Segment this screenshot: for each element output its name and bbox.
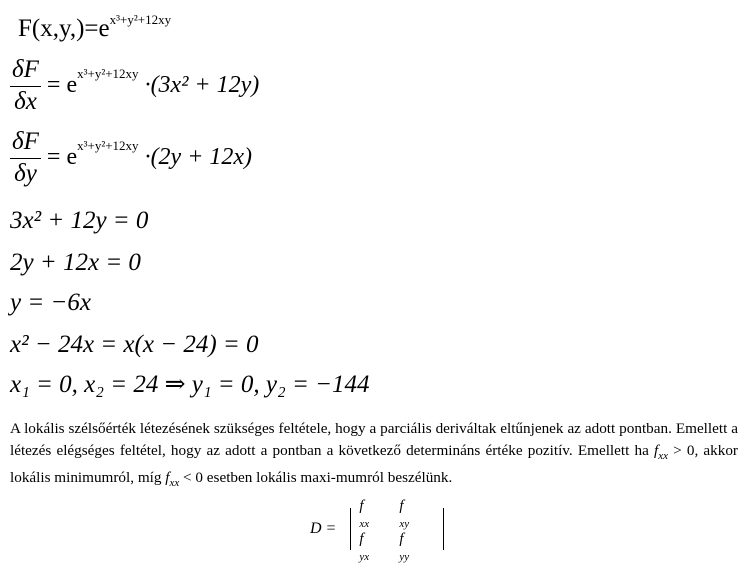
determinant-label: D =: [310, 520, 337, 537]
dfdx-denominator: δx: [14, 87, 37, 115]
fxx-subscript-2: xx: [169, 477, 180, 490]
matrix-fxy: [399, 498, 435, 530]
dfdx-numerator: δF: [10, 56, 41, 87]
equation-3: y = −6x: [10, 289, 91, 316]
dfdy-denominator: δy: [14, 159, 37, 187]
paragraph-part-1: A lokális szélsőérték létezésének szükséges feltétele, hogy a parciális deriváltak eltűnjenek az adott pontban. Emellett a létezés elégséges feltétel, hogy az adott a pontban a következő determináns értéke pozitív. Emellett ha: [10, 420, 738, 459]
matrix-fyx: [359, 531, 399, 563]
matrix-fyy: [399, 531, 435, 563]
dfdy-rhs-post: ·(2y + 12x): [144, 144, 253, 170]
matrix-fyy-f: f: [399, 531, 404, 547]
equation-1: 3x² + 12y = 0: [10, 207, 149, 234]
equation-4: x² − 24x = x(x − 24) = 0: [10, 331, 259, 358]
fxx-subscript-1: xx: [658, 450, 668, 463]
determinant-matrix: [359, 498, 435, 563]
fxx-symbol-2: f: [165, 469, 170, 487]
function-exponent: x³+y²+12xy: [109, 12, 172, 27]
dfdy-rhs-pre: = e: [46, 144, 78, 170]
fxx-symbol-1: f: [653, 442, 659, 459]
matrix-fxx-f: f: [359, 498, 364, 514]
hessian-determinant: [310, 498, 452, 563]
dfdx-rhs-post: ·(3x² + 12y): [144, 72, 260, 98]
dfdx-exponent: x³+y²+12xy: [77, 65, 139, 81]
matrix-fyx-f: f: [359, 531, 364, 547]
partial-derivative-x: [10, 56, 259, 115]
function-lhs: F(x,y,)=e: [18, 15, 110, 42]
matrix-fxy-sub: xy: [399, 518, 410, 530]
equation-5-solutions: x₁ = 0, x₂ = 24 ⇒ y₁ = 0, y₂ = −144: [10, 371, 370, 398]
paragraph-part-3: < 0 esetben lokális maxi-mumról beszélünk.: [179, 469, 453, 487]
dfdy-fraction: [10, 128, 41, 187]
matrix-fxx: [359, 498, 399, 530]
matrix-fyx-sub: yx: [359, 551, 370, 563]
dfdx-rhs-pre: = e: [46, 72, 78, 98]
explanation-paragraph: [10, 418, 738, 494]
determinant-right-bar: [443, 508, 444, 550]
dfdy-numerator: δF: [10, 128, 41, 159]
matrix-fyy-sub: yy: [399, 551, 410, 563]
matrix-fxx-sub: xx: [359, 518, 370, 530]
paragraph-part-2: > 0, akkor lokális minimumról, míg: [10, 442, 738, 487]
matrix-fxy-f: f: [399, 498, 404, 514]
dfdy-exponent: x³+y²+12xy: [77, 137, 139, 153]
determinant-left-bar: [350, 508, 351, 550]
equation-2: 2y + 12x = 0: [10, 249, 141, 276]
partial-derivative-y: [10, 128, 252, 187]
function-definition: [18, 12, 172, 42]
dfdx-fraction: [10, 56, 41, 115]
